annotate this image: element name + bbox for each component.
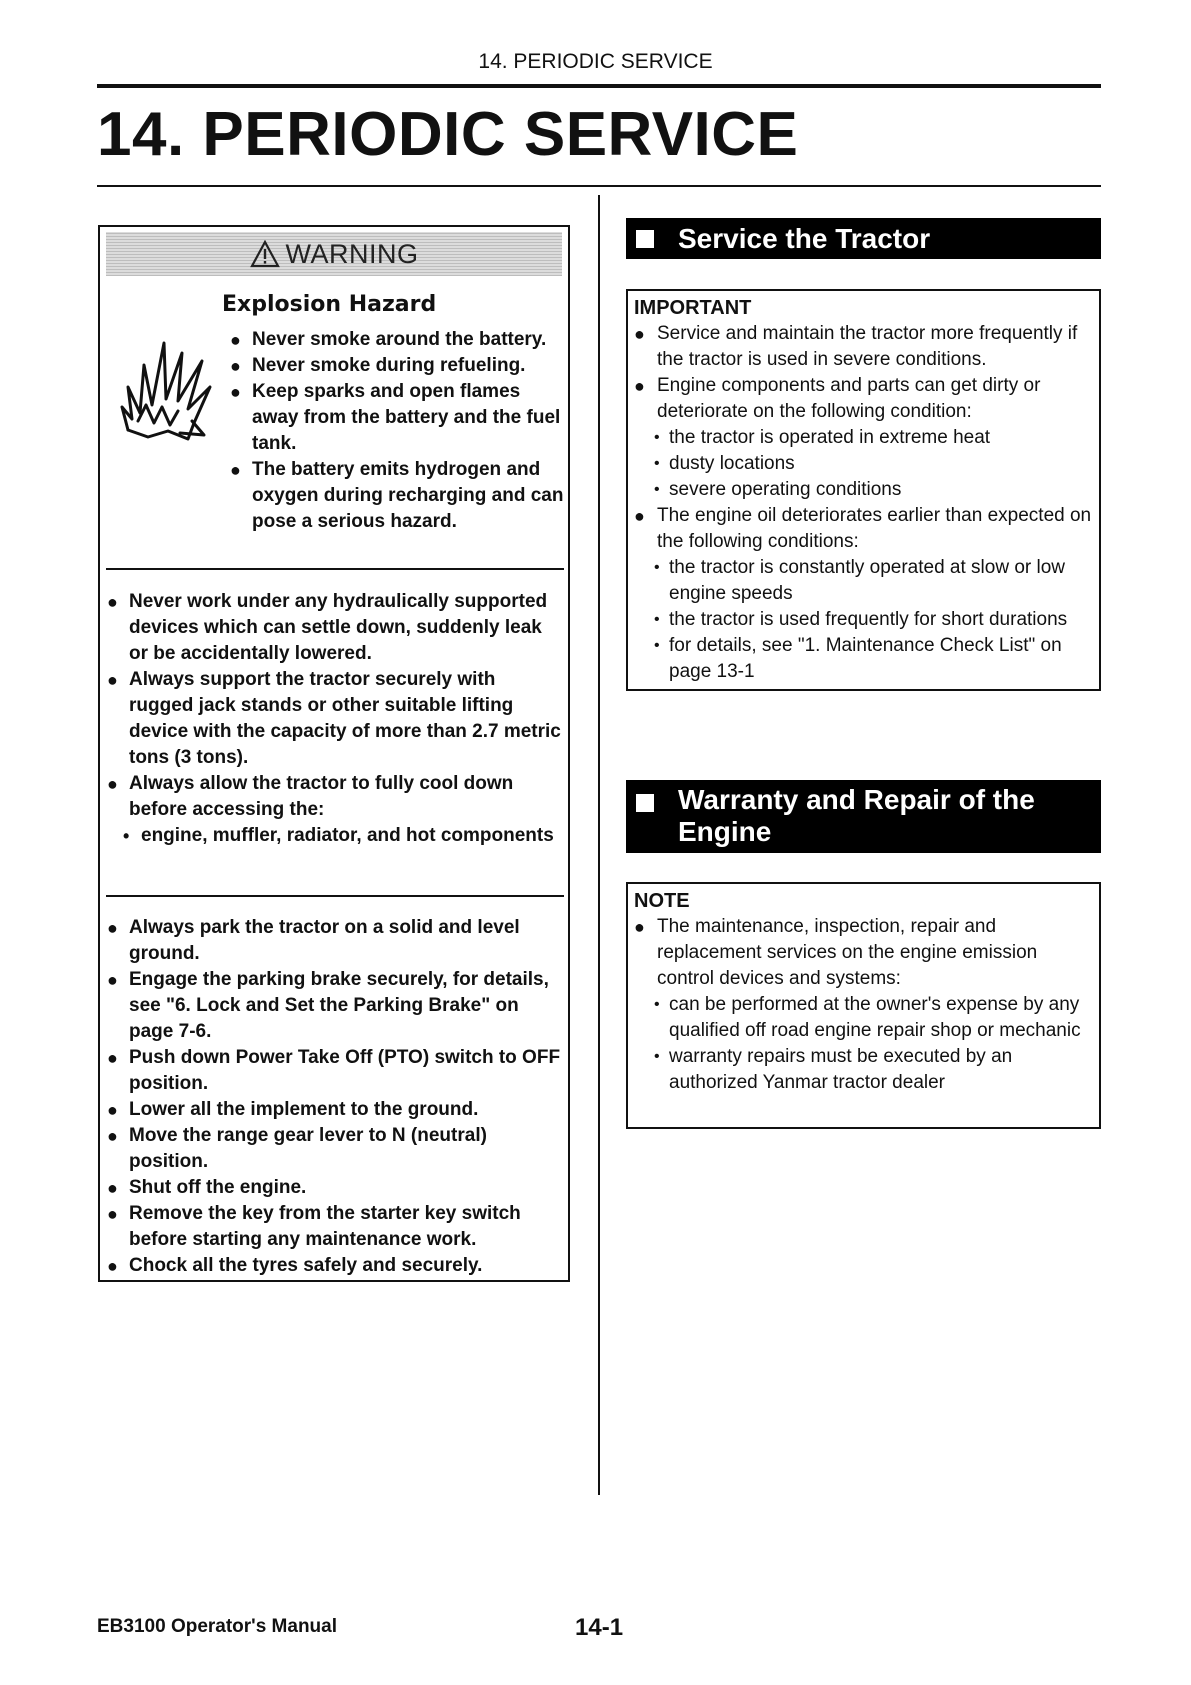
list-item: ● Service and maintain the tractor more frequently if the tractor is used in severe conditions. (634, 321, 1093, 373)
list-item: ● Always park the tractor on a solid and level ground. (107, 915, 562, 967)
section-heading-line: Warranty and Repair of the (678, 784, 1035, 815)
list-item: ● The engine oil deteriorates earlier than expected on the following conditions: (634, 503, 1093, 555)
list-subitem: • can be performed at the owner's expense by any qualified off road engine repair shop or mechanic (634, 992, 1093, 1044)
list-item: ● Engine components and parts can get dirty or deteriorate on the following condition: (634, 373, 1093, 425)
list-subitem: • the tractor is used frequently for short durations (634, 607, 1093, 633)
warning-separator (106, 568, 564, 570)
important-label: IMPORTANT (634, 297, 752, 319)
list-item: ● Chock all the tyres safely and securely. (107, 1253, 562, 1279)
list-subitem: • dusty locations (634, 451, 1093, 477)
list-item: ● Push down Power Take Off (PTO) switch to OFF position. (107, 1045, 562, 1097)
important-box (626, 289, 1101, 691)
list-item: ● Shut off the engine. (107, 1175, 562, 1201)
note-list (634, 914, 1093, 1096)
list-item: ● Keep sparks and open flames away from the battery and the fuel tank. (230, 379, 570, 457)
page-number: 14-1 (575, 1614, 624, 1641)
running-header: 14. PERIODIC SERVICE (478, 50, 713, 73)
list-item: ● The maintenance, inspection, repair and replacement services on the engine emission control devices and systems: (634, 914, 1093, 992)
list-item: ● Always support the tractor securely with rugged jack stands or other suitable lifting device with the capacity of more than 2.7 metric tons (3 tons). (107, 667, 562, 771)
column-divider (598, 195, 600, 1495)
list-subitem: • the tractor is operated in extreme heat (634, 425, 1093, 451)
section-heading-service (626, 218, 1101, 259)
list-item: ● Lower all the implement to the ground. (107, 1097, 562, 1123)
section-heading-text: Service the Tractor (678, 223, 931, 254)
list-item: ● Never work under any hydraulically supported devices which can settle down, suddenly leak or be accidentally lowered. (107, 589, 562, 667)
explosion-icon (118, 335, 214, 445)
note-label: NOTE (634, 890, 690, 912)
list-subitem: • the tractor is constantly operated at slow or low engine speeds (634, 555, 1093, 607)
important-list (634, 321, 1093, 685)
list-item: ● Always allow the tractor to fully cool down before accessing the: (107, 771, 562, 823)
warning-banner (106, 232, 562, 276)
preparation-list (107, 915, 562, 1279)
list-item: ● The battery emits hydrogen and oxygen during recharging and can pose a serious hazard. (230, 457, 570, 535)
note-box (626, 882, 1101, 1129)
square-bullet-icon (636, 230, 654, 248)
list-item: ● Engage the parking brake securely, for details, see "6. Lock and Set the Parking Brake" on page 7-6. (107, 967, 562, 1045)
list-item: ● Remove the key from the starter key switch before starting any maintenance work. (107, 1201, 562, 1253)
list-item: ● Never smoke around the battery. (230, 327, 570, 353)
warning-label: WARNING (285, 238, 419, 269)
section-heading-warranty (626, 780, 1101, 853)
list-item: ● Never smoke during refueling. (230, 353, 570, 379)
manual-name: EB3100 Operator's Manual (97, 1616, 337, 1637)
chapter-title: 14. PERIODIC SERVICE (97, 100, 799, 169)
list-subitem: • for details, see "1. Maintenance Check List" on page 13-1 (634, 633, 1093, 685)
hazard-title: Explosion Hazard (222, 292, 437, 317)
section-heading-line: Engine (678, 816, 772, 847)
explosion-hazard-list (230, 327, 570, 535)
list-subitem: • engine, muffler, radiator, and hot components (107, 823, 562, 849)
warning-triangle-icon (250, 240, 280, 268)
list-subitem: • severe operating conditions (634, 477, 1093, 503)
header-rule (97, 84, 1101, 88)
list-subitem: • warranty repairs must be executed by an authorized Yanmar tractor dealer (634, 1044, 1093, 1096)
support-safety-list (107, 589, 562, 849)
warning-separator (106, 895, 564, 897)
square-bullet-icon (636, 794, 654, 812)
title-rule (97, 185, 1101, 187)
list-item: ● Move the range gear lever to N (neutral) position. (107, 1123, 562, 1175)
